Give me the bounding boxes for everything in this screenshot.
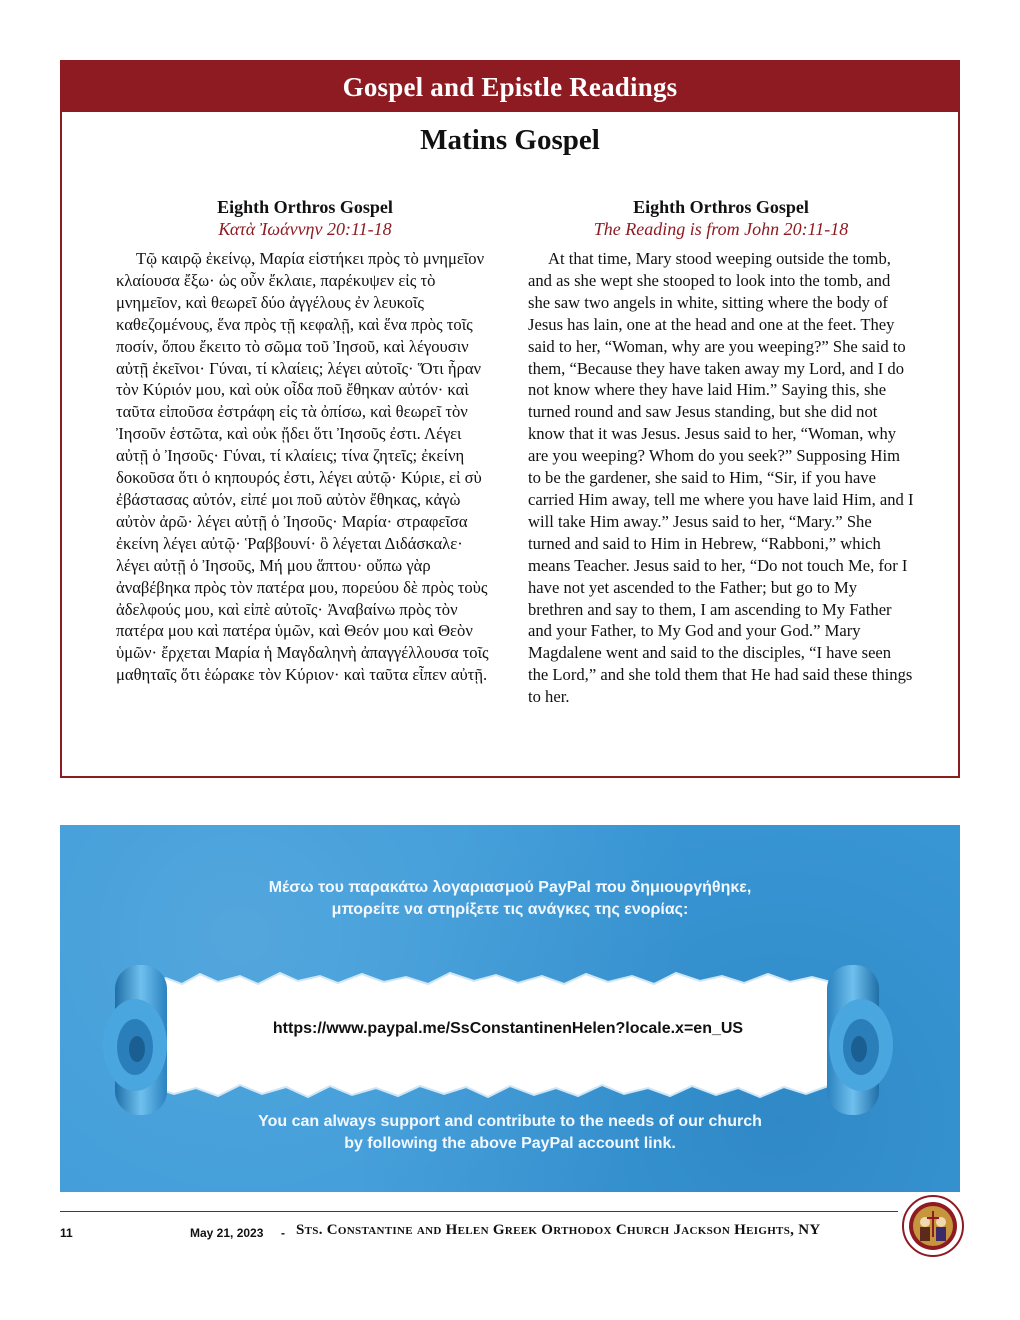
- readings-box: [60, 60, 960, 778]
- paper-roll-left-icon: [85, 965, 180, 1115]
- readings-header-title: Gospel and Epistle Readings: [342, 71, 678, 102]
- paypal-link[interactable]: https://www.paypal.me/SsConstantinenHelen?locale.x=en_US: [272, 1020, 744, 1037]
- footer-separator: -: [281, 1226, 285, 1240]
- church-seal-icon: [902, 1195, 964, 1257]
- greek-text: Τῷ καιρῷ ἐκείνῳ, Μαρία εἱστήκει πρὸς τὸ μνημεῖον κλαίουσα ἔξω· ὡς οὖν ἔκλαιε, παρέκυψεν εἰς τὸ μνημεῖον, καὶ θεωρεῖ δύο ἀγγέλους ἐν λευκοῖς καθεζομένους, ἕνα πρὸς τῇ κεφαλῇ, καὶ ἕνα πρὸς τοῖς ποσίν, ὅπου ἔκειτο τὸ σῶμα τοῦ Ἰησοῦ, καὶ λέγουσιν αὐτῇ ἐκεῖνοι· Γύναι, τί κλαίεις; λέγει αὐτοῖς· Ὅτι ἦραν τὸν Κύριόν μου, καὶ οὐκ οἶδα ποῦ ἔθηκαν αὐτόν· καὶ ταῦτα εἰποῦσα ἐστράφη εἰς τὰ ὀπίσω, καὶ θεωρεῖ τὸν Ἰησοῦν ἑστῶτα, καὶ οὐκ ᾔδει ὅτι Ἰησοῦς ἐστι. Λέγει αὐτῇ ὁ Ἰησοῦς· Γύναι, τί κλαίεις; τίνα ζητεῖς; ἐκείνη δοκοῦσα ὅτι ὁ κηπουρός ἐστι, λέγει αὐτῷ· Κύριε, εἰ σὺ ἐβάστασας αὐτόν, εἰπέ μοι ποῦ αὐτὸν ἔθηκας, κἀγὼ αὐτὸν ἀρῶ· λέγει αὐτῇ ὁ Ἰησοῦς· Μαρία· στραφεῖσα ἐκείνη λέγει αὐτῷ· Ῥαββουνί· ὃ λέγεται Διδάσκαλε· λέγει αὐτῇ ὁ Ἰησοῦς, Μή μου ἅπτου· οὔπω γὰρ ἀναβέβηκα πρὸς τὸν πατέρα μου, πορεύου δὲ πρὸς τοὺς ἀδελφούς μου, καὶ εἰπὲ αὐτοῖς· Ἀναβαίνω πρὸς τὸν πατέρα μου καὶ πατέρα ὑμῶν, καὶ Θεόν μου καὶ Θεὸν ὑμῶν· ἔρχεται Μαρία ἡ Μαγδαληνὴ ἀπαγγέλλουσα τοῖς μαθηταῖς ὅτι ἑώρακε τὸν Κύριον· καὶ ταῦτα εἶπεν αὐτῇ.: [116, 249, 489, 685]
- english-subtitle: The Reading is from John 20:11-18: [593, 219, 849, 239]
- readings-header: [62, 62, 958, 112]
- greek-column: [116, 196, 494, 686]
- page-footer: [0, 1222, 1020, 1246]
- torn-paper-strip: [148, 970, 868, 1100]
- banner-english-line-1: You can always support and contribute to the needs of our church: [258, 1113, 762, 1130]
- paypal-banner: [60, 825, 960, 1192]
- english-text: At that time, Mary stood weeping outside the tomb, and as she wept she stooped to look into the tomb, and she saw two angels in white, sitting where the body of Jesus has lain, one at the head and one at the feet. They said to her, “Woman, why are you weeping?” She said to them, “Because they have taken away my Lord, and I do not know where they have laid Him.” Saying this, she turned round and saw Jesus standing, but she did not know that it was Jesus. Jesus said to her, “Woman, why are you weeping? Whom do you seek?” Supposing Him to be the gardener, she said to Him, “Sir, if you have carried Him away, tell me where you have laid Him, and I will take Him away.” Jesus said to her, “Mary.” She turned and said to Him in Hebrew, “Rabboni,” which means Teacher. Jesus said to her, “Do not touch Me, for I have not yet ascended to the Father; but go to My brethren and say to them, I am ascending to My Father and your Father, to My God and your God.” Mary Magdalene went and said to the disciples, “I have seen the Lord,” and she told them that He had said these things to her.: [528, 249, 914, 707]
- english-column: [528, 196, 914, 708]
- page-number: 11: [60, 1226, 73, 1240]
- banner-greek-text: [60, 877, 960, 921]
- section-title: Matins Gospel: [420, 124, 600, 156]
- footer-date: May 21, 2023: [190, 1226, 264, 1240]
- banner-greek-line-1: Μέσω του παρακάτω λογαριασμού PayPal που δημιουργήθηκε,: [268, 879, 752, 896]
- footer-church-name: Sts. Constantine and Helen Greek Orthodox Church Jackson Heights, NY: [296, 1222, 821, 1238]
- english-title: Eighth Orthros Gospel: [633, 197, 809, 217]
- banner-english-text: [60, 1111, 960, 1155]
- greek-title: Eighth Orthros Gospel: [217, 197, 393, 217]
- paper-roll-right-icon: [815, 965, 910, 1115]
- greek-subtitle: Κατὰ Ἰωάννην 20:11-18: [218, 219, 392, 239]
- banner-english-line-2: by following the above PayPal account link.: [344, 1135, 676, 1152]
- footer-divider: [60, 1211, 898, 1212]
- banner-greek-line-2: μπορείτε να στηρίξετε τις ανάγκες της ενορίας:: [331, 901, 689, 918]
